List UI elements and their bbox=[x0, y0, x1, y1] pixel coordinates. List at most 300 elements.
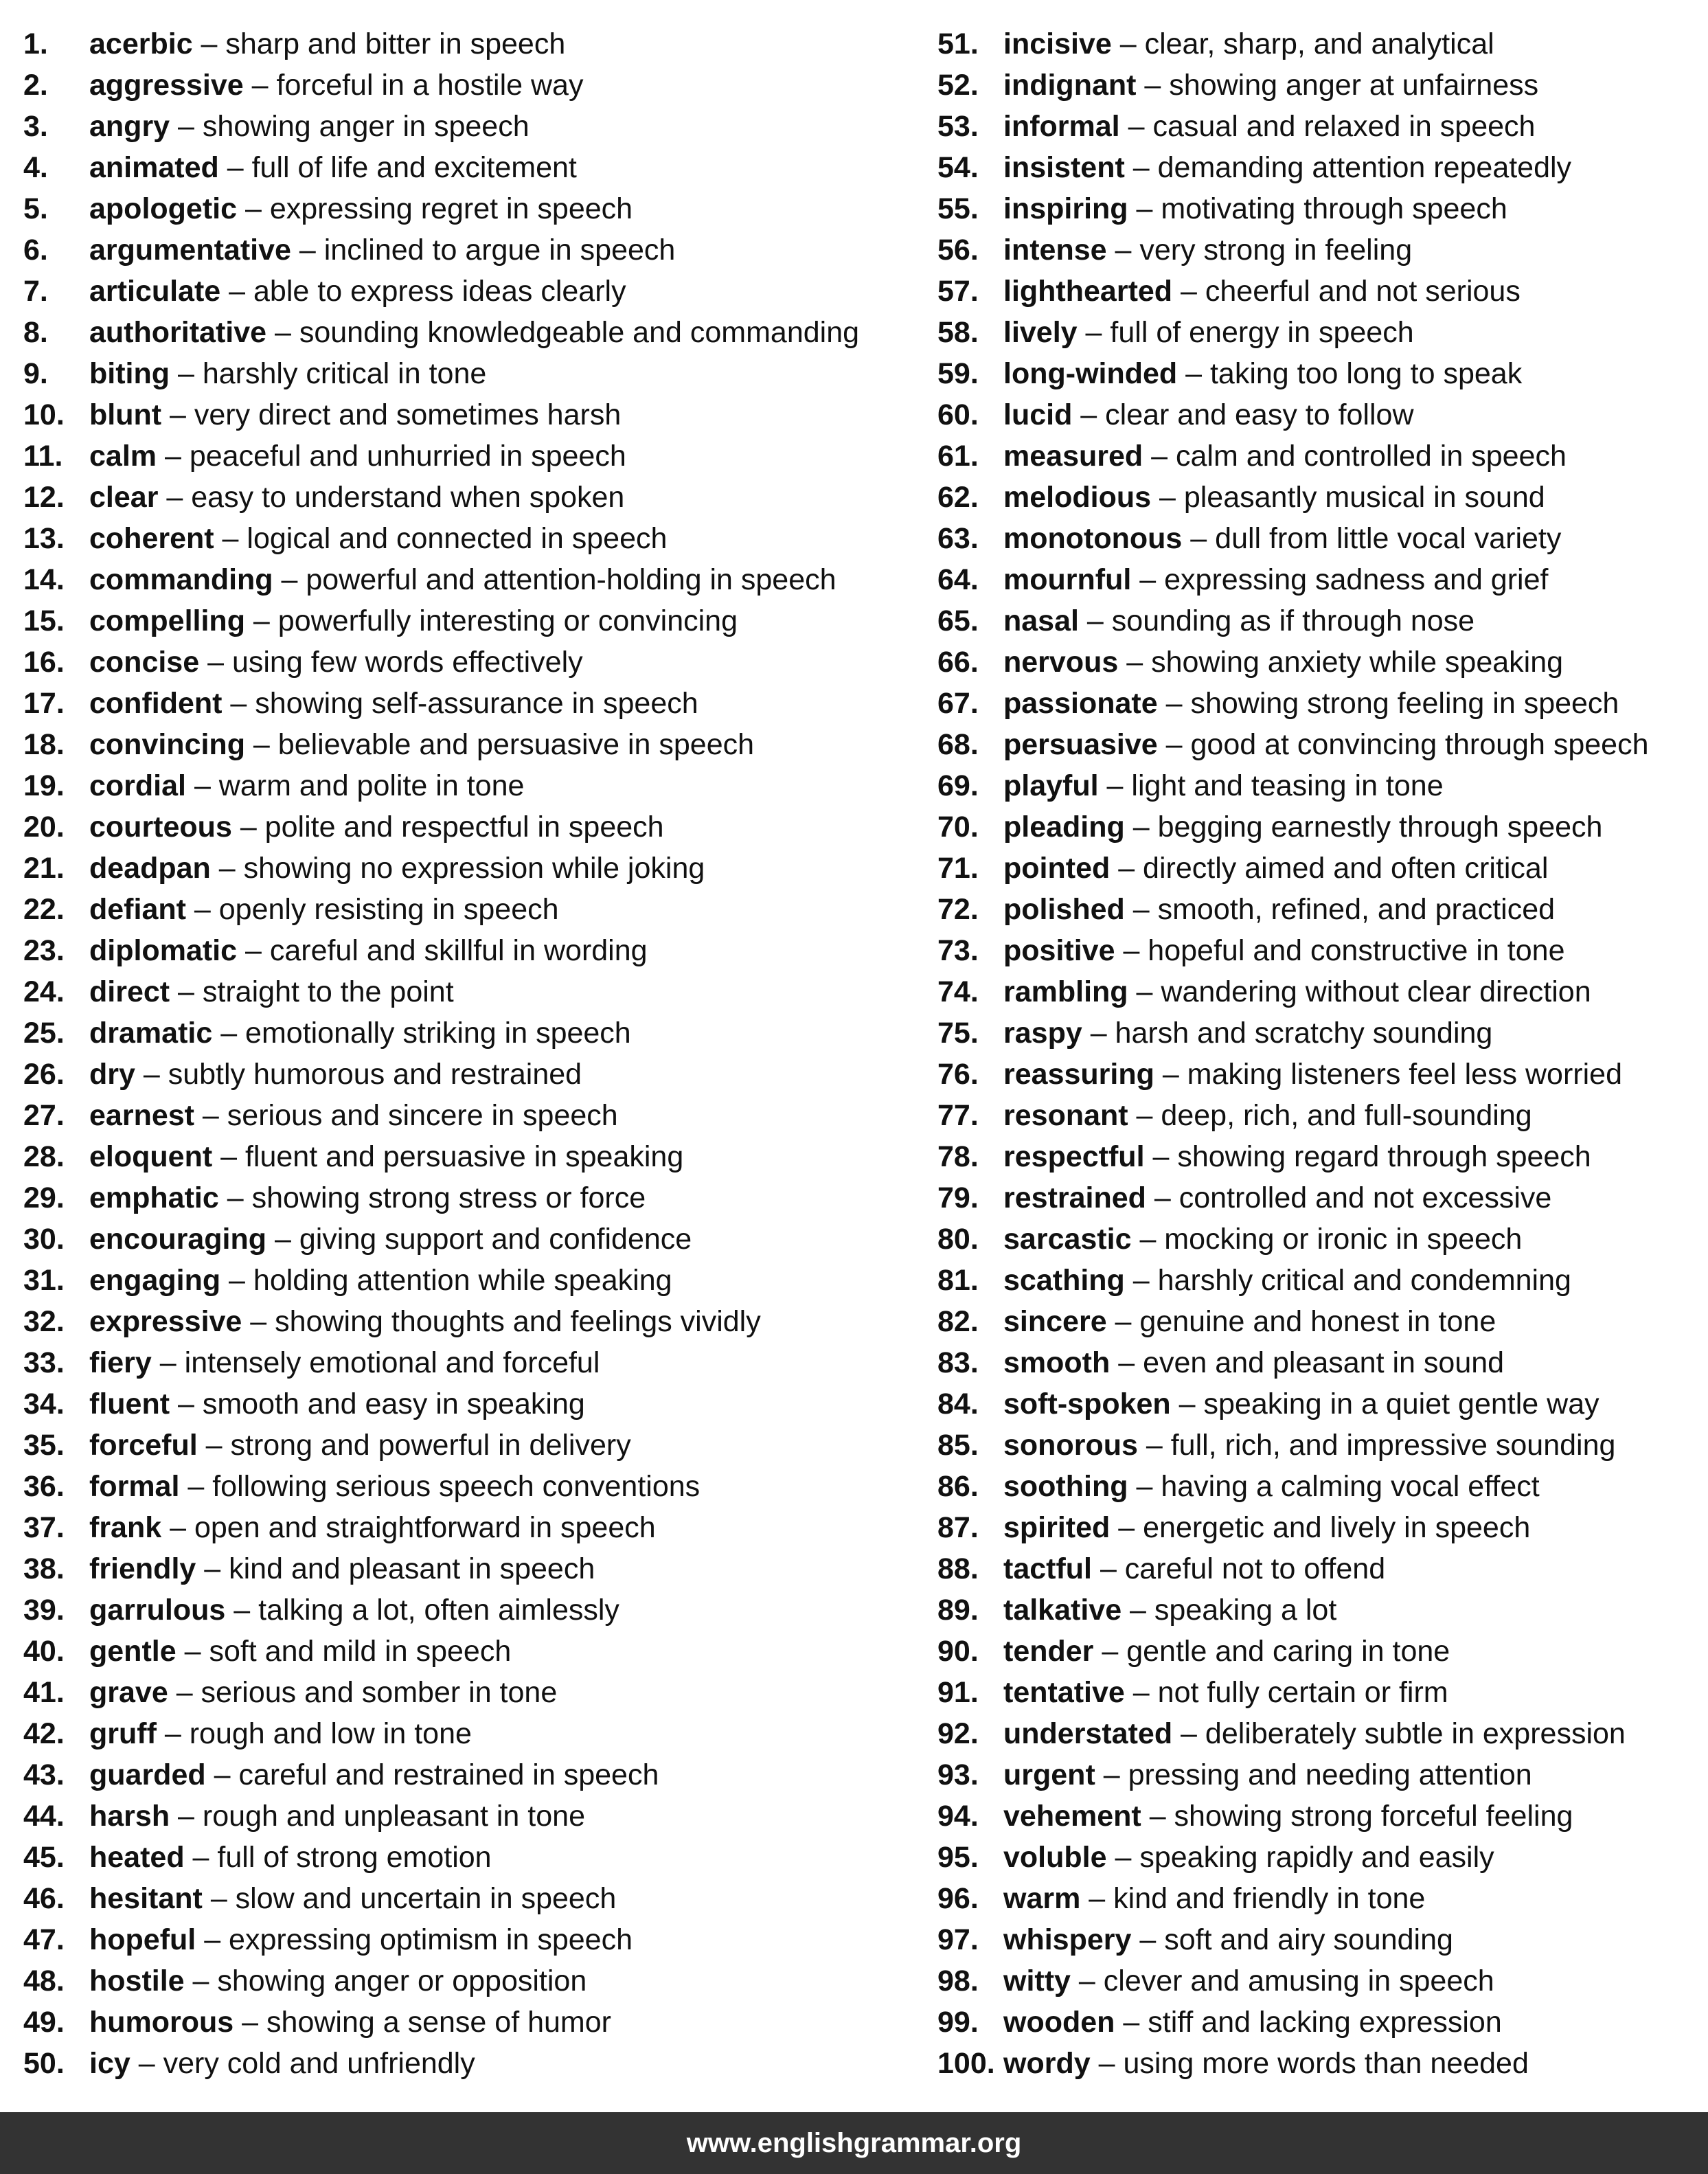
item-number: 3. bbox=[23, 110, 48, 143]
item-number: 49. bbox=[23, 2006, 65, 2039]
list-item bbox=[937, 1589, 1649, 1631]
item-definition: – clever and amusing in speech bbox=[1070, 1964, 1494, 1997]
item-definition: – showing strong stress or force bbox=[218, 1181, 646, 1214]
item-definition: – serious and somber in tone bbox=[168, 1676, 558, 1709]
item-word: aggressive bbox=[89, 69, 244, 102]
item-word: animated bbox=[89, 151, 219, 184]
item-word: incisive bbox=[1003, 27, 1112, 60]
list-item bbox=[937, 1383, 1649, 1425]
item-definition: – light and teasing in tone bbox=[1098, 769, 1444, 802]
item-definition: – showing anger at unfairness bbox=[1136, 69, 1539, 102]
list-item bbox=[937, 1631, 1649, 1672]
item-definition: – full, rich, and impressive sounding bbox=[1137, 1429, 1616, 1462]
item-word: intense bbox=[1003, 234, 1107, 267]
item-number: 20. bbox=[23, 811, 65, 843]
item-word: mournful bbox=[1003, 563, 1132, 596]
item-number: 18. bbox=[23, 728, 65, 761]
item-word: concise bbox=[89, 646, 200, 679]
item-definition: – open and straightforward in speech bbox=[161, 1511, 656, 1544]
item-number: 67. bbox=[937, 687, 979, 720]
list-item bbox=[23, 1754, 859, 1796]
item-definition: – hopeful and constructive in tone bbox=[1115, 934, 1565, 967]
list-item bbox=[23, 1960, 859, 2002]
list-item bbox=[937, 1507, 1649, 1548]
item-number: 33. bbox=[23, 1346, 65, 1379]
item-definition: – begging earnestly through speech bbox=[1124, 811, 1603, 843]
list-item bbox=[23, 353, 859, 394]
item-word: articulate bbox=[89, 275, 221, 308]
item-definition: – demanding attention repeatedly bbox=[1124, 151, 1572, 184]
list-item bbox=[23, 765, 859, 806]
item-definition: – genuine and honest in tone bbox=[1106, 1305, 1496, 1338]
item-number: 82. bbox=[937, 1305, 979, 1338]
list-item bbox=[23, 1672, 859, 1713]
item-word: hostile bbox=[89, 1964, 185, 1997]
list-item bbox=[23, 1878, 859, 1919]
item-number: 70. bbox=[937, 811, 979, 843]
item-number: 27. bbox=[23, 1099, 65, 1132]
item-definition: – showing strong feeling in speech bbox=[1157, 687, 1619, 720]
item-number: 41. bbox=[23, 1676, 65, 1709]
item-number: 44. bbox=[23, 1800, 65, 1833]
item-definition: – deep, rich, and full-sounding bbox=[1128, 1099, 1532, 1132]
list-item bbox=[23, 435, 859, 477]
item-definition: – very strong in feeling bbox=[1106, 234, 1413, 267]
item-definition: – showing thoughts and feelings vividly bbox=[242, 1305, 761, 1338]
list-item bbox=[937, 724, 1649, 765]
item-definition: – polite and respectful in speech bbox=[231, 811, 664, 843]
item-definition: – kind and friendly in tone bbox=[1080, 1882, 1426, 1915]
item-number: 68. bbox=[937, 728, 979, 761]
list-item bbox=[23, 2043, 859, 2084]
item-definition: – very direct and sometimes harsh bbox=[161, 398, 622, 431]
item-word: nasal bbox=[1003, 604, 1079, 637]
list-item bbox=[937, 188, 1649, 229]
item-definition: – full of life and excitement bbox=[218, 151, 577, 184]
item-definition: – using few words effectively bbox=[199, 646, 583, 679]
item-definition: – dull from little vocal variety bbox=[1182, 522, 1562, 555]
list-item bbox=[23, 1136, 859, 1177]
item-definition: – strong and powerful in delivery bbox=[197, 1429, 631, 1462]
item-word: monotonous bbox=[1003, 522, 1183, 555]
item-number: 80. bbox=[937, 1223, 979, 1256]
item-number: 79. bbox=[937, 1181, 979, 1214]
item-definition: – soft and mild in speech bbox=[176, 1635, 512, 1668]
item-definition: – kind and pleasant in speech bbox=[196, 1552, 595, 1585]
list-item bbox=[937, 1425, 1649, 1466]
item-word: sarcastic bbox=[1003, 1223, 1132, 1256]
list-item bbox=[23, 806, 859, 848]
item-definition: – slow and uncertain in speech bbox=[202, 1882, 617, 1915]
item-definition: – harshly critical in tone bbox=[170, 357, 487, 390]
list-item bbox=[937, 1177, 1649, 1219]
item-number: 10. bbox=[23, 398, 65, 431]
item-number: 47. bbox=[23, 1923, 65, 1956]
item-number: 100. bbox=[937, 2047, 995, 2080]
item-number: 29. bbox=[23, 1181, 65, 1214]
item-number: 21. bbox=[23, 852, 65, 885]
list-item bbox=[23, 1713, 859, 1754]
item-definition: – mocking or ironic in speech bbox=[1131, 1223, 1523, 1256]
item-number: 50. bbox=[23, 2047, 65, 2080]
list-item bbox=[937, 1878, 1649, 1919]
list-item bbox=[23, 1219, 859, 1260]
item-number: 15. bbox=[23, 604, 65, 637]
list-item bbox=[937, 683, 1649, 724]
list-item bbox=[23, 1466, 859, 1507]
list-item bbox=[23, 642, 859, 683]
list-item bbox=[23, 1919, 859, 1960]
item-word: soothing bbox=[1003, 1470, 1128, 1503]
item-definition: – smooth and easy in speaking bbox=[170, 1388, 585, 1420]
item-word: frank bbox=[89, 1511, 162, 1544]
item-number: 23. bbox=[23, 934, 65, 967]
item-word: melodious bbox=[1003, 481, 1152, 514]
item-number: 11. bbox=[23, 440, 63, 473]
list-item bbox=[937, 806, 1649, 848]
item-word: convincing bbox=[89, 728, 245, 761]
list-item bbox=[23, 889, 859, 930]
item-word: tender bbox=[1003, 1635, 1094, 1668]
list-item bbox=[23, 1301, 859, 1342]
item-word: acerbic bbox=[89, 27, 193, 60]
item-definition: – openly resisting in speech bbox=[185, 893, 559, 926]
item-definition: – careful and skillful in wording bbox=[237, 934, 648, 967]
item-number: 98. bbox=[937, 1964, 979, 1997]
item-word: gentle bbox=[89, 1635, 177, 1668]
item-word: engaging bbox=[89, 1264, 221, 1297]
list-item bbox=[23, 1260, 859, 1301]
item-word: scathing bbox=[1003, 1264, 1125, 1297]
item-definition: – powerfully interesting or convincing bbox=[244, 604, 738, 637]
list-item bbox=[23, 971, 859, 1012]
item-word: friendly bbox=[89, 1552, 196, 1585]
list-item bbox=[937, 2002, 1649, 2043]
item-definition: – making listeners feel less worried bbox=[1154, 1058, 1622, 1091]
item-word: argumentative bbox=[89, 234, 291, 267]
item-definition: – believable and persuasive in speech bbox=[244, 728, 755, 761]
item-definition: – showing regard through speech bbox=[1144, 1140, 1591, 1173]
item-word: guarded bbox=[89, 1758, 206, 1791]
item-number: 87. bbox=[937, 1511, 979, 1544]
item-word: resonant bbox=[1003, 1099, 1128, 1132]
item-number: 69. bbox=[937, 769, 979, 802]
list-item bbox=[23, 1631, 859, 1672]
list-item bbox=[23, 1589, 859, 1631]
item-word: garrulous bbox=[89, 1594, 226, 1627]
item-definition: – expressing sadness and grief bbox=[1131, 563, 1549, 596]
list-item bbox=[937, 1301, 1649, 1342]
item-word: nervous bbox=[1003, 646, 1119, 679]
list-item bbox=[23, 518, 859, 559]
item-number: 48. bbox=[23, 1964, 65, 1997]
item-word: commanding bbox=[89, 563, 273, 596]
item-definition: – pressing and needing attention bbox=[1095, 1758, 1532, 1791]
item-word: voluble bbox=[1003, 1841, 1107, 1874]
item-word: blunt bbox=[89, 398, 162, 431]
item-definition: – sounding as if through nose bbox=[1078, 604, 1475, 637]
item-number: 90. bbox=[937, 1635, 979, 1668]
item-number: 86. bbox=[937, 1470, 979, 1503]
list-item bbox=[23, 2002, 859, 2043]
list-item bbox=[937, 1960, 1649, 2002]
list-item bbox=[23, 683, 859, 724]
item-word: raspy bbox=[1003, 1017, 1082, 1050]
item-number: 28. bbox=[23, 1140, 65, 1173]
item-number: 84. bbox=[937, 1388, 979, 1420]
list-item bbox=[23, 23, 859, 65]
item-definition: – sharp and bitter in speech bbox=[192, 27, 566, 60]
item-definition: – rough and unpleasant in tone bbox=[170, 1800, 585, 1833]
item-word: pointed bbox=[1003, 852, 1111, 885]
item-number: 72. bbox=[937, 893, 979, 926]
list-item bbox=[937, 1713, 1649, 1754]
item-word: cordial bbox=[89, 769, 186, 802]
item-definition: – inclined to argue in speech bbox=[291, 234, 676, 267]
item-definition: – following serious speech conventions bbox=[179, 1470, 701, 1503]
item-word: long-winded bbox=[1003, 357, 1178, 390]
item-word: reassuring bbox=[1003, 1058, 1154, 1091]
item-word: sonorous bbox=[1003, 1429, 1138, 1462]
list-item bbox=[937, 889, 1649, 930]
item-definition: – showing anger in speech bbox=[170, 110, 530, 143]
item-definition: – controlled and not excessive bbox=[1146, 1181, 1552, 1214]
item-definition: – peaceful and unhurried in speech bbox=[157, 440, 626, 473]
item-definition: – intensely emotional and forceful bbox=[151, 1346, 600, 1379]
item-definition: – energetic and lively in speech bbox=[1110, 1511, 1531, 1544]
item-number: 95. bbox=[937, 1841, 979, 1874]
item-definition: – speaking rapidly and easily bbox=[1106, 1841, 1494, 1874]
item-word: hesitant bbox=[89, 1882, 203, 1915]
item-number: 30. bbox=[23, 1223, 65, 1256]
item-definition: – rough and low in tone bbox=[156, 1717, 472, 1750]
item-definition: – showing anxiety while speaking bbox=[1118, 646, 1564, 679]
item-word: grave bbox=[89, 1676, 168, 1709]
item-definition: – forceful in a hostile way bbox=[243, 69, 584, 102]
item-number: 77. bbox=[937, 1099, 979, 1132]
list-item bbox=[23, 930, 859, 971]
item-definition: – wandering without clear direction bbox=[1128, 975, 1591, 1008]
item-number: 4. bbox=[23, 151, 48, 184]
item-word: coherent bbox=[89, 522, 214, 555]
item-definition: – showing self-assurance in speech bbox=[222, 687, 698, 720]
list-item bbox=[23, 1095, 859, 1136]
list-item bbox=[937, 971, 1649, 1012]
list-item bbox=[23, 1383, 859, 1425]
item-definition: – soft and airy sounding bbox=[1131, 1923, 1453, 1956]
item-word: polished bbox=[1003, 893, 1125, 926]
item-word: playful bbox=[1003, 769, 1099, 802]
item-number: 97. bbox=[937, 1923, 979, 1956]
list-item bbox=[937, 1054, 1649, 1095]
list-item bbox=[937, 1219, 1649, 1260]
list-item bbox=[23, 229, 859, 271]
item-word: lively bbox=[1003, 316, 1078, 349]
item-number: 73. bbox=[937, 934, 979, 967]
item-word: fiery bbox=[89, 1346, 152, 1379]
list-item bbox=[937, 642, 1649, 683]
item-definition: – deliberately subtle in expression bbox=[1172, 1717, 1626, 1750]
item-number: 83. bbox=[937, 1346, 979, 1379]
item-word: pleading bbox=[1003, 811, 1125, 843]
item-word: wooden bbox=[1003, 2006, 1115, 2039]
item-number: 40. bbox=[23, 1635, 65, 1668]
item-number: 2. bbox=[23, 69, 48, 102]
item-definition: – able to express ideas clearly bbox=[220, 275, 626, 308]
item-word: restrained bbox=[1003, 1181, 1146, 1214]
item-definition: – showing anger or opposition bbox=[184, 1964, 587, 1997]
list-item bbox=[23, 394, 859, 435]
item-number: 7. bbox=[23, 275, 48, 308]
list-item bbox=[23, 477, 859, 518]
item-definition: – showing strong forceful feeling bbox=[1141, 1800, 1573, 1833]
item-definition: – pleasantly musical in sound bbox=[1151, 481, 1545, 514]
item-definition: – showing a sense of humor bbox=[234, 2006, 611, 2039]
item-definition: – harsh and scratchy sounding bbox=[1082, 1017, 1493, 1050]
item-word: understated bbox=[1003, 1717, 1173, 1750]
item-number: 76. bbox=[937, 1058, 979, 1091]
item-word: angry bbox=[89, 110, 170, 143]
item-number: 43. bbox=[23, 1758, 65, 1791]
item-word: gruff bbox=[89, 1717, 157, 1750]
list-item bbox=[23, 1796, 859, 1837]
list-item bbox=[937, 1095, 1649, 1136]
item-word: fluent bbox=[89, 1388, 170, 1420]
list-item bbox=[937, 65, 1649, 106]
list-item bbox=[23, 600, 859, 642]
item-word: eloquent bbox=[89, 1140, 213, 1173]
list-item bbox=[23, 724, 859, 765]
item-definition: – emotionally striking in speech bbox=[212, 1017, 631, 1050]
item-number: 37. bbox=[23, 1511, 65, 1544]
item-number: 63. bbox=[937, 522, 979, 555]
item-definition: – talking a lot, often aimlessly bbox=[225, 1594, 619, 1627]
item-number: 52. bbox=[937, 69, 979, 102]
item-word: rambling bbox=[1003, 975, 1128, 1008]
item-word: lighthearted bbox=[1003, 275, 1173, 308]
item-word: informal bbox=[1003, 110, 1120, 143]
item-word: wordy bbox=[1003, 2047, 1091, 2080]
item-number: 81. bbox=[937, 1264, 979, 1297]
item-definition: – taking too long to speak bbox=[1177, 357, 1523, 390]
item-definition: – smooth, refined, and practiced bbox=[1124, 893, 1556, 926]
list-item bbox=[937, 1136, 1649, 1177]
item-word: harsh bbox=[89, 1800, 170, 1833]
item-word: authoritative bbox=[89, 316, 267, 349]
list-item bbox=[937, 23, 1649, 65]
item-word: spirited bbox=[1003, 1511, 1111, 1544]
item-word: warm bbox=[1003, 1882, 1081, 1915]
item-word: sincere bbox=[1003, 1305, 1107, 1338]
item-word: urgent bbox=[1003, 1758, 1095, 1791]
item-number: 78. bbox=[937, 1140, 979, 1173]
item-definition: – easy to understand when spoken bbox=[158, 481, 625, 514]
item-word: dry bbox=[89, 1058, 135, 1091]
item-word: courteous bbox=[89, 811, 232, 843]
item-number: 94. bbox=[937, 1800, 979, 1833]
item-definition: – good at convincing through speech bbox=[1157, 728, 1649, 761]
item-word: inspiring bbox=[1003, 192, 1128, 225]
item-word: witty bbox=[1003, 1964, 1071, 1997]
item-number: 45. bbox=[23, 1841, 65, 1874]
list-item bbox=[937, 1796, 1649, 1837]
item-number: 32. bbox=[23, 1305, 65, 1338]
item-definition: – motivating through speech bbox=[1128, 192, 1507, 225]
list-item bbox=[937, 353, 1649, 394]
item-word: heated bbox=[89, 1841, 185, 1874]
item-definition: – giving support and confidence bbox=[266, 1223, 692, 1256]
item-number: 66. bbox=[937, 646, 979, 679]
item-definition: – gentle and caring in tone bbox=[1093, 1635, 1450, 1668]
item-word: forceful bbox=[89, 1429, 198, 1462]
list-item bbox=[937, 2043, 1649, 2084]
list-item bbox=[23, 1548, 859, 1589]
item-number: 42. bbox=[23, 1717, 65, 1750]
item-word: deadpan bbox=[89, 852, 211, 885]
item-definition: – stiff and lacking expression bbox=[1115, 2006, 1502, 2039]
item-number: 53. bbox=[937, 110, 979, 143]
item-definition: – logical and connected in speech bbox=[214, 522, 668, 555]
item-word: positive bbox=[1003, 934, 1115, 967]
item-number: 55. bbox=[937, 192, 979, 225]
item-word: icy bbox=[89, 2047, 130, 2080]
item-definition: – fluent and persuasive in speaking bbox=[212, 1140, 684, 1173]
item-word: tactful bbox=[1003, 1552, 1092, 1585]
list-item bbox=[23, 1837, 859, 1878]
item-definition: – having a calming vocal effect bbox=[1128, 1470, 1540, 1503]
list-item bbox=[937, 765, 1649, 806]
list-item bbox=[937, 394, 1649, 435]
item-word: direct bbox=[89, 975, 170, 1008]
list-item bbox=[937, 229, 1649, 271]
item-definition: – directly aimed and often critical bbox=[1110, 852, 1549, 885]
item-word: apologetic bbox=[89, 192, 238, 225]
item-number: 36. bbox=[23, 1470, 65, 1503]
item-number: 46. bbox=[23, 1882, 65, 1915]
list-item bbox=[23, 1054, 859, 1095]
item-number: 96. bbox=[937, 1882, 979, 1915]
item-word: biting bbox=[89, 357, 170, 390]
item-number: 17. bbox=[23, 687, 65, 720]
item-word: formal bbox=[89, 1470, 180, 1503]
item-word: insistent bbox=[1003, 151, 1125, 184]
item-number: 16. bbox=[23, 646, 65, 679]
list-item bbox=[937, 1260, 1649, 1301]
list-item bbox=[23, 188, 859, 229]
item-word: humorous bbox=[89, 2006, 234, 2039]
list-item bbox=[23, 147, 859, 188]
item-definition: – subtly humorous and restrained bbox=[135, 1058, 582, 1091]
item-number: 71. bbox=[937, 852, 979, 885]
item-number: 65. bbox=[937, 604, 979, 637]
list-item bbox=[937, 312, 1649, 353]
item-number: 38. bbox=[23, 1552, 65, 1585]
list-item bbox=[937, 848, 1649, 889]
item-number: 19. bbox=[23, 769, 65, 802]
item-definition: – speaking a lot bbox=[1121, 1594, 1337, 1627]
item-number: 62. bbox=[937, 481, 979, 514]
item-number: 14. bbox=[23, 563, 65, 596]
item-number: 57. bbox=[937, 275, 979, 308]
list-item bbox=[23, 1177, 859, 1219]
item-definition: – very cold and unfriendly bbox=[130, 2047, 475, 2080]
item-number: 8. bbox=[23, 316, 48, 349]
item-definition: – full of energy in speech bbox=[1077, 316, 1414, 349]
item-definition: – careful and restrained in speech bbox=[205, 1758, 659, 1791]
item-definition: – speaking in a quiet gentle way bbox=[1170, 1388, 1599, 1420]
item-word: vehement bbox=[1003, 1800, 1141, 1833]
item-number: 51. bbox=[937, 27, 979, 60]
